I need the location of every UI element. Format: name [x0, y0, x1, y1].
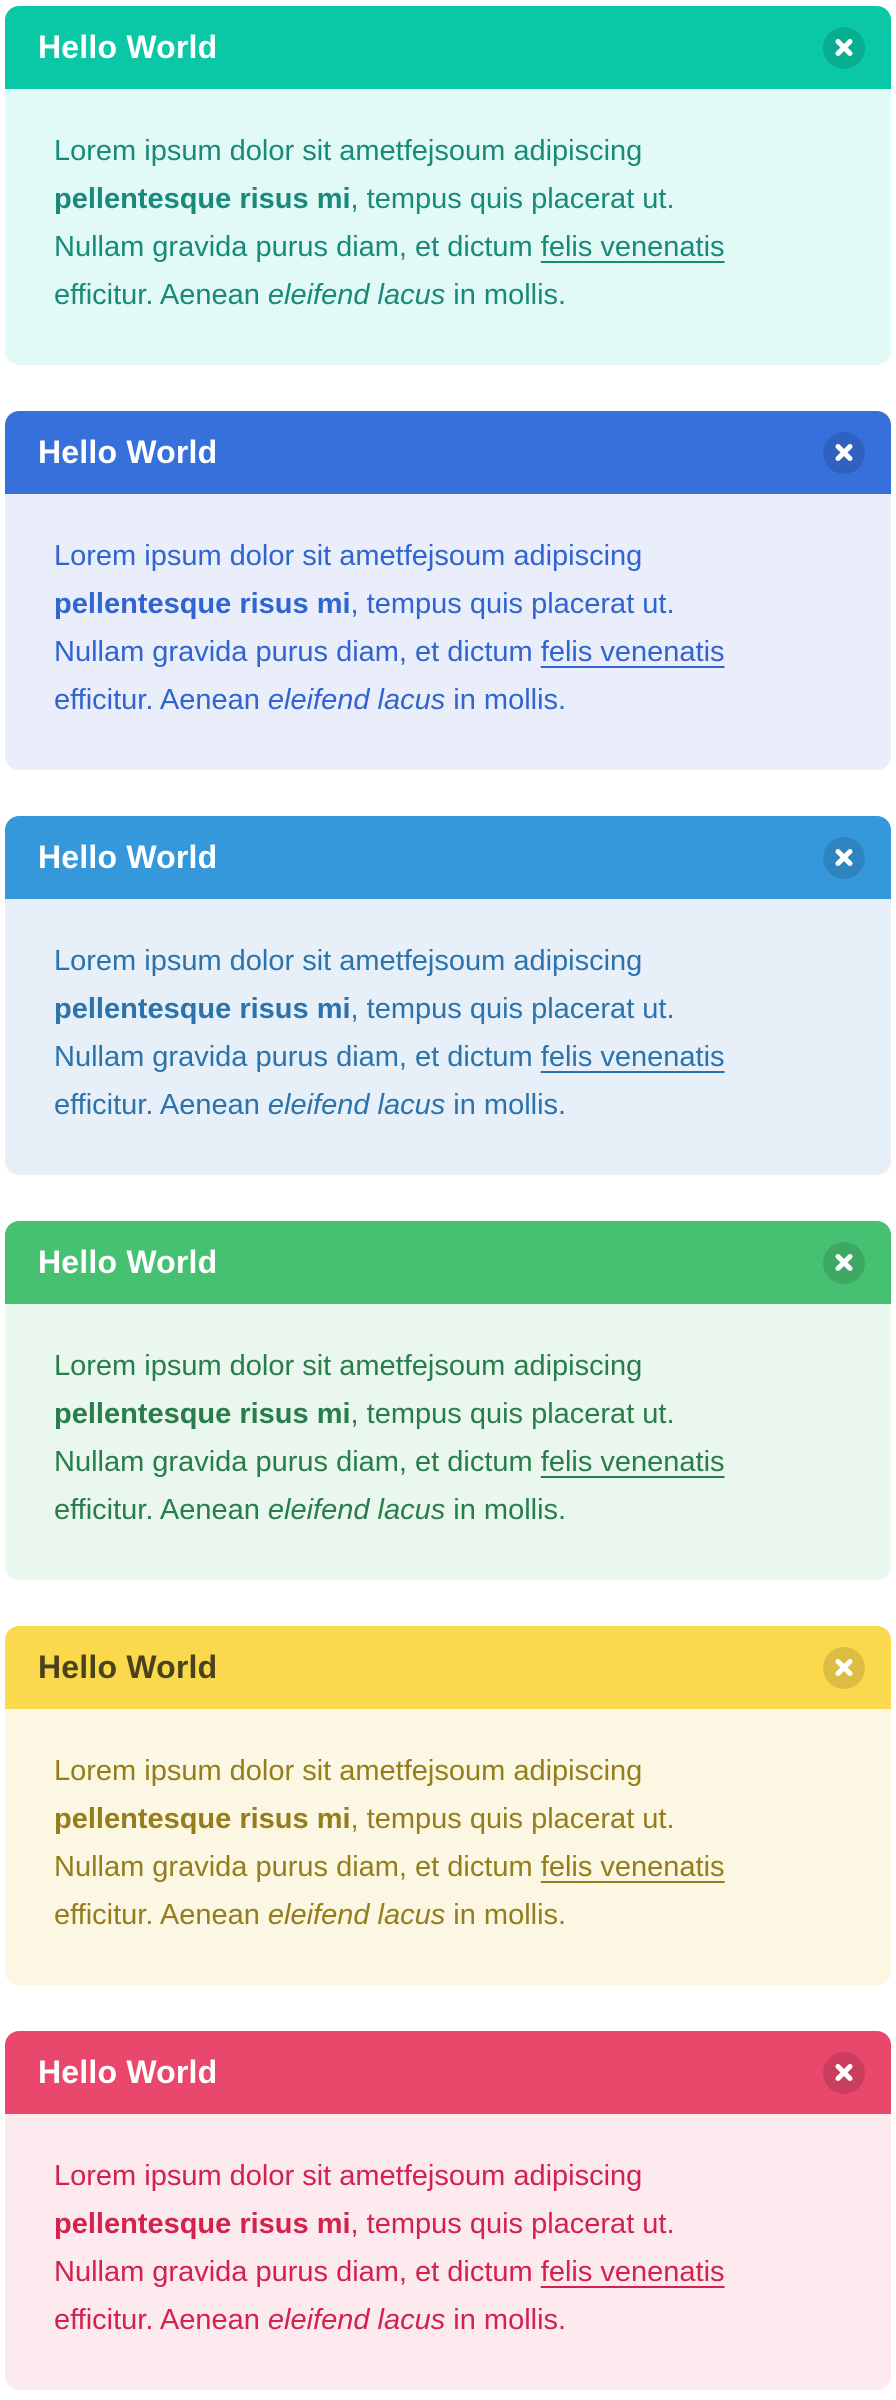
close-button[interactable]: [823, 1647, 865, 1689]
toast-title: Hello World: [38, 2054, 218, 2090]
body-text-line: [54, 1342, 861, 1390]
body-text: Nullam gravida purus diam, et dictum: [54, 636, 541, 668]
body-text-line: [54, 1033, 861, 1081]
body-text: , tempus quis placerat ut.: [350, 2208, 675, 2240]
body-text-line: [54, 2296, 861, 2344]
body-text: in mollis.: [445, 1089, 567, 1121]
body-text: efficitur. Aenean: [54, 1494, 268, 1526]
toast-body: [5, 494, 891, 770]
close-button[interactable]: [823, 1242, 865, 1284]
toast-card-blue: [5, 411, 891, 770]
toast-header: [5, 1626, 891, 1709]
toast-card-sky-blue: [5, 816, 891, 1175]
body-text-line: [54, 1081, 861, 1129]
toast-title: Hello World: [38, 434, 218, 470]
toast-title: Hello World: [38, 1244, 218, 1280]
body-text-line: [54, 676, 861, 724]
felis-venenatis-link[interactable]: felis venenatis: [540, 636, 725, 668]
toast-title: Hello World: [38, 839, 218, 875]
body-text: in mollis.: [445, 2304, 567, 2336]
body-text-line: [54, 175, 861, 223]
body-text-bold: pellentesque risus mi: [54, 183, 351, 215]
body-text-line: [54, 223, 861, 271]
body-text: in mollis.: [445, 1494, 567, 1526]
body-text-bold: pellentesque risus mi: [54, 2208, 351, 2240]
body-text: Lorem ipsum dolor sit ametfejsoum adipiscing: [54, 945, 643, 977]
body-text-line: [54, 2248, 861, 2296]
body-text: in mollis.: [445, 1899, 567, 1931]
body-text: in mollis.: [445, 684, 567, 716]
toast-body: [5, 1709, 891, 1985]
body-text-line: [54, 628, 861, 676]
body-text: Nullam gravida purus diam, et dictum: [54, 231, 541, 263]
felis-venenatis-link[interactable]: felis venenatis: [540, 2256, 725, 2288]
body-text: efficitur. Aenean: [54, 279, 268, 311]
body-text: Lorem ipsum dolor sit ametfejsoum adipiscing: [54, 1350, 643, 1382]
felis-venenatis-link[interactable]: felis venenatis: [540, 1446, 725, 1478]
close-icon: [834, 1658, 854, 1678]
close-icon: [834, 848, 854, 868]
body-text-italic: eleifend lacus: [267, 279, 446, 311]
close-icon: [834, 1253, 854, 1273]
body-text-italic: eleifend lacus: [267, 684, 446, 716]
body-text-line: [54, 1747, 861, 1795]
toast-card-red: [5, 2031, 891, 2390]
body-text-line: [54, 1438, 861, 1486]
body-text: Nullam gravida purus diam, et dictum: [54, 1851, 541, 1883]
felis-venenatis-link[interactable]: felis venenatis: [540, 1041, 725, 1073]
body-text: in mollis.: [445, 279, 567, 311]
close-button[interactable]: [823, 2052, 865, 2094]
toast-body: [5, 899, 891, 1175]
close-button[interactable]: [823, 837, 865, 879]
body-text: efficitur. Aenean: [54, 2304, 268, 2336]
toast-header: [5, 2031, 891, 2114]
close-icon: [834, 38, 854, 58]
body-text: Lorem ipsum dolor sit ametfejsoum adipiscing: [54, 2160, 643, 2192]
body-text-line: [54, 127, 861, 175]
toast-header: [5, 411, 891, 494]
body-text-bold: pellentesque risus mi: [54, 1398, 351, 1430]
toast-body: [5, 2114, 891, 2390]
body-text: efficitur. Aenean: [54, 1899, 268, 1931]
toast-header: [5, 816, 891, 899]
body-text-italic: eleifend lacus: [267, 1899, 446, 1931]
body-text: , tempus quis placerat ut.: [350, 1803, 675, 1835]
close-button[interactable]: [823, 27, 865, 69]
body-text-line: [54, 271, 861, 319]
body-text: Nullam gravida purus diam, et dictum: [54, 1446, 541, 1478]
felis-venenatis-link[interactable]: felis venenatis: [540, 231, 725, 263]
body-text: Lorem ipsum dolor sit ametfejsoum adipiscing: [54, 135, 643, 167]
body-text: Lorem ipsum dolor sit ametfejsoum adipiscing: [54, 1755, 643, 1787]
body-text: Nullam gravida purus diam, et dictum: [54, 2256, 541, 2288]
body-text: Lorem ipsum dolor sit ametfejsoum adipiscing: [54, 540, 643, 572]
toast-header: [5, 6, 891, 89]
body-text-bold: pellentesque risus mi: [54, 588, 351, 620]
close-icon: [834, 443, 854, 463]
body-text-bold: pellentesque risus mi: [54, 993, 351, 1025]
toast-body: [5, 1304, 891, 1580]
body-text: , tempus quis placerat ut.: [350, 993, 675, 1025]
close-icon: [834, 2063, 854, 2083]
body-text-line: [54, 1891, 861, 1939]
body-text-line: [54, 1795, 861, 1843]
body-text-line: [54, 532, 861, 580]
toast-card-teal: [5, 6, 891, 365]
body-text-line: [54, 580, 861, 628]
body-text: , tempus quis placerat ut.: [350, 183, 675, 215]
body-text-line: [54, 1390, 861, 1438]
body-text: efficitur. Aenean: [54, 684, 268, 716]
body-text-line: [54, 985, 861, 1033]
body-text: efficitur. Aenean: [54, 1089, 268, 1121]
body-text-bold: pellentesque risus mi: [54, 1803, 351, 1835]
body-text: Nullam gravida purus diam, et dictum: [54, 1041, 541, 1073]
toast-header: [5, 1221, 891, 1304]
close-button[interactable]: [823, 432, 865, 474]
body-text-italic: eleifend lacus: [267, 1494, 446, 1526]
felis-venenatis-link[interactable]: felis venenatis: [540, 1851, 725, 1883]
body-text-line: [54, 2152, 861, 2200]
body-text: , tempus quis placerat ut.: [350, 588, 675, 620]
toast-card-yellow: [5, 1626, 891, 1985]
body-text-italic: eleifend lacus: [267, 2304, 446, 2336]
body-text-line: [54, 1486, 861, 1534]
toast-title: Hello World: [38, 29, 218, 65]
toast-card-green: [5, 1221, 891, 1580]
body-text: , tempus quis placerat ut.: [350, 1398, 675, 1430]
body-text-italic: eleifend lacus: [267, 1089, 446, 1121]
body-text-line: [54, 1843, 861, 1891]
toast-body: [5, 89, 891, 365]
toast-title: Hello World: [38, 1649, 218, 1685]
body-text-line: [54, 937, 861, 985]
body-text-line: [54, 2200, 861, 2248]
